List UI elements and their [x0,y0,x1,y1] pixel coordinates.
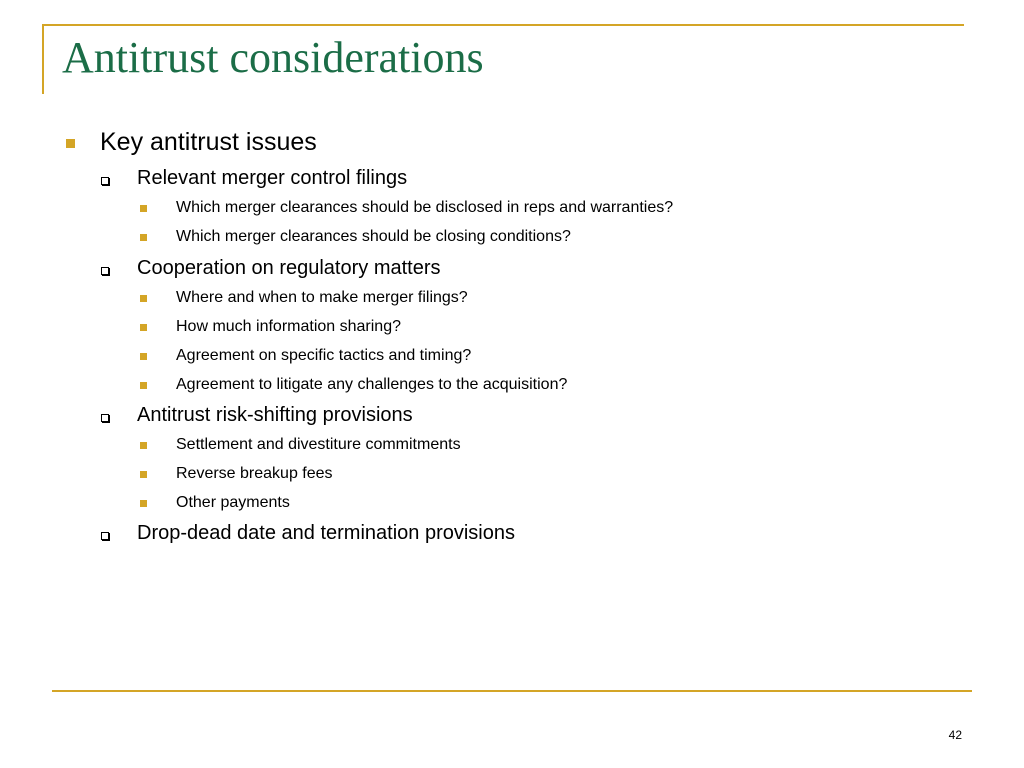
small-square-bullet-icon [140,471,147,478]
bullet-level3: Where and when to make merger filings? [176,289,468,306]
hollow-square-bullet-icon [101,267,109,275]
bullet-level2: Cooperation on regulatory matters [137,257,441,279]
bullet-level2: Relevant merger control filings [137,167,408,189]
bullet-level3: Agreement on specific tactics and timing? [176,347,472,364]
bullet-level3: Which merger clearances should be closing conditions? [176,228,571,245]
small-square-bullet-icon [140,324,147,331]
top-accent-line [42,24,964,26]
square-bullet-icon [66,139,75,148]
bullet-level1: Key antitrust issues [100,128,317,156]
small-square-bullet-icon [140,353,147,360]
bullet-level2: Drop-dead date and termination provisions [137,522,515,544]
slide-title: Antitrust considerations [62,33,484,82]
small-square-bullet-icon [140,500,147,507]
bullet-level3: Settlement and divestiture commitments [176,436,461,453]
bullet-level3: How much information sharing? [176,318,401,335]
page-number: 42 [948,728,962,742]
small-square-bullet-icon [140,295,147,302]
bullet-level3: Which merger clearances should be disclosed in reps and warranties? [176,199,674,216]
hollow-square-bullet-icon [101,532,109,540]
bullet-level3: Other payments [176,494,290,511]
small-square-bullet-icon [140,205,147,212]
bullet-level3: Reverse breakup fees [176,465,333,482]
hollow-square-bullet-icon [101,414,109,422]
left-accent-line [42,24,44,94]
hollow-square-bullet-icon [101,177,109,185]
small-square-bullet-icon [140,442,147,449]
bullet-level3: Agreement to litigate any challenges to the acquisition? [176,376,568,393]
bottom-accent-line [52,690,972,692]
bullet-level2: Antitrust risk-shifting provisions [137,404,413,426]
small-square-bullet-icon [140,234,147,241]
small-square-bullet-icon [140,382,147,389]
